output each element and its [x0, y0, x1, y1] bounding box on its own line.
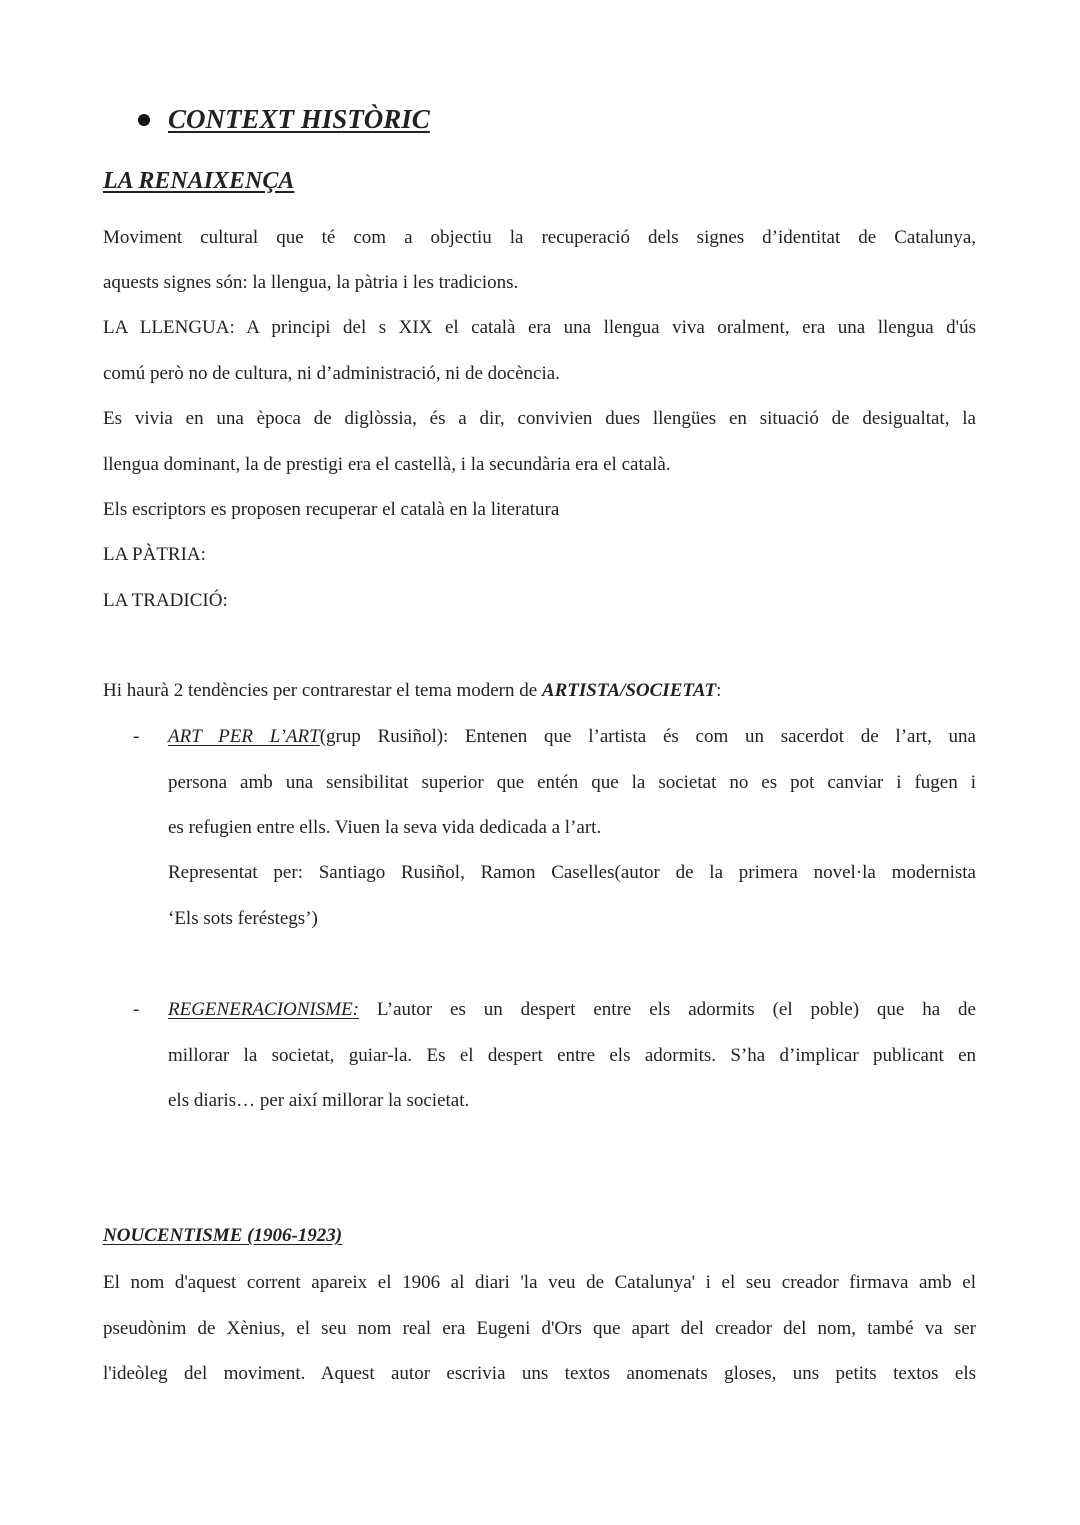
list-item-line	[168, 997, 976, 1023]
paragraph-line: aquests signes són: la llengua, la pàtria i les tradicions.	[103, 272, 519, 293]
list-item-line: es refugien entre ells. Viuen la seva vida dedicada a l’art.	[168, 817, 602, 838]
noucentisme-title: NOUCENTISME (1906-1923)	[103, 1225, 343, 1246]
regeneracionisme-title: REGENERACIONISME:	[168, 999, 360, 1020]
list-dash: -	[133, 999, 140, 1020]
paragraph-line: Moviment cultural que té com a objectiu la recuperació dels signes d’identitat de Catalunya,	[103, 227, 976, 248]
paragraph-line: LA LLENGUA: A principi del s XIX el català era una llengua viva oralment, era una llengua d'ús	[103, 317, 976, 338]
list-item-line: ‘Els sots feréstegs’)	[168, 908, 318, 929]
paragraph-line: LA PÀTRIA:	[103, 544, 206, 565]
section-heading	[138, 104, 430, 135]
list-item-line: millorar la societat, guiar-la. Es el despert entre els adormits. S’ha d’implicar publicant en	[168, 1045, 976, 1066]
art-per-lart-title: ART PER L’ART	[168, 726, 320, 747]
paragraph-line: llengua dominant, la de prestigi era el castellà, i la secundària era el català.	[103, 454, 671, 475]
regeneracionisme-text: L’autor es un despert entre els adormits (el poble) que ha de	[359, 999, 976, 1020]
intro-colon: :	[716, 680, 722, 701]
bullet-dot-icon	[138, 114, 150, 126]
intro-emphasis: ARTISTA/SOCIETAT	[541, 680, 717, 701]
paragraph-line: El nom d'aquest corrent apareix el 1906 al diari 'la veu de Catalunya' i el seu creador firmava amb el	[103, 1272, 976, 1293]
list-item-line	[168, 724, 976, 750]
paragraph-line: l'ideòleg del moviment. Aquest autor escrivia uns textos anomenats gloses, uns petits textos els	[103, 1363, 976, 1384]
paragraph-line: pseudònim de Xènius, el seu nom real era Eugeni d'Ors que apart del creador del nom, també va ser	[103, 1318, 976, 1339]
intro-text: Hi haurà 2 tendències per contrarestar el tema modern de	[103, 680, 542, 701]
paragraph-line: Es vivia en una època de diglòssia, és a dir, convivien dues llengües en situació de desigualtat, la	[103, 408, 976, 429]
list-dash: -	[133, 726, 140, 747]
list-item-line: Representat per: Santiago Rusiñol, Ramon Caselles(autor de la primera novel·la modernista	[168, 862, 976, 883]
heading-title: CONTEXT HISTÒRIC	[168, 104, 430, 134]
list-item-line: els diaris… per així millorar la societat.	[168, 1090, 470, 1111]
art-per-lart-text: (grup Rusiñol): Entenen que l’artista és com un sacerdot de l’art, una	[319, 726, 976, 747]
list-item-line: persona amb una sensibilitat superior que entén que la societat no es pot canviar i fugen i	[168, 772, 976, 793]
paragraph-line: LA TRADICIÓ:	[103, 590, 228, 611]
paragraph-line: Els escriptors es proposen recuperar el català en la literatura	[103, 499, 560, 520]
subsection-title: LA RENAIXENÇA	[103, 168, 295, 194]
paragraph-line: comú però no de cultura, ni d’administració, ni de docència.	[103, 363, 560, 384]
tendencies-intro	[103, 678, 976, 704]
